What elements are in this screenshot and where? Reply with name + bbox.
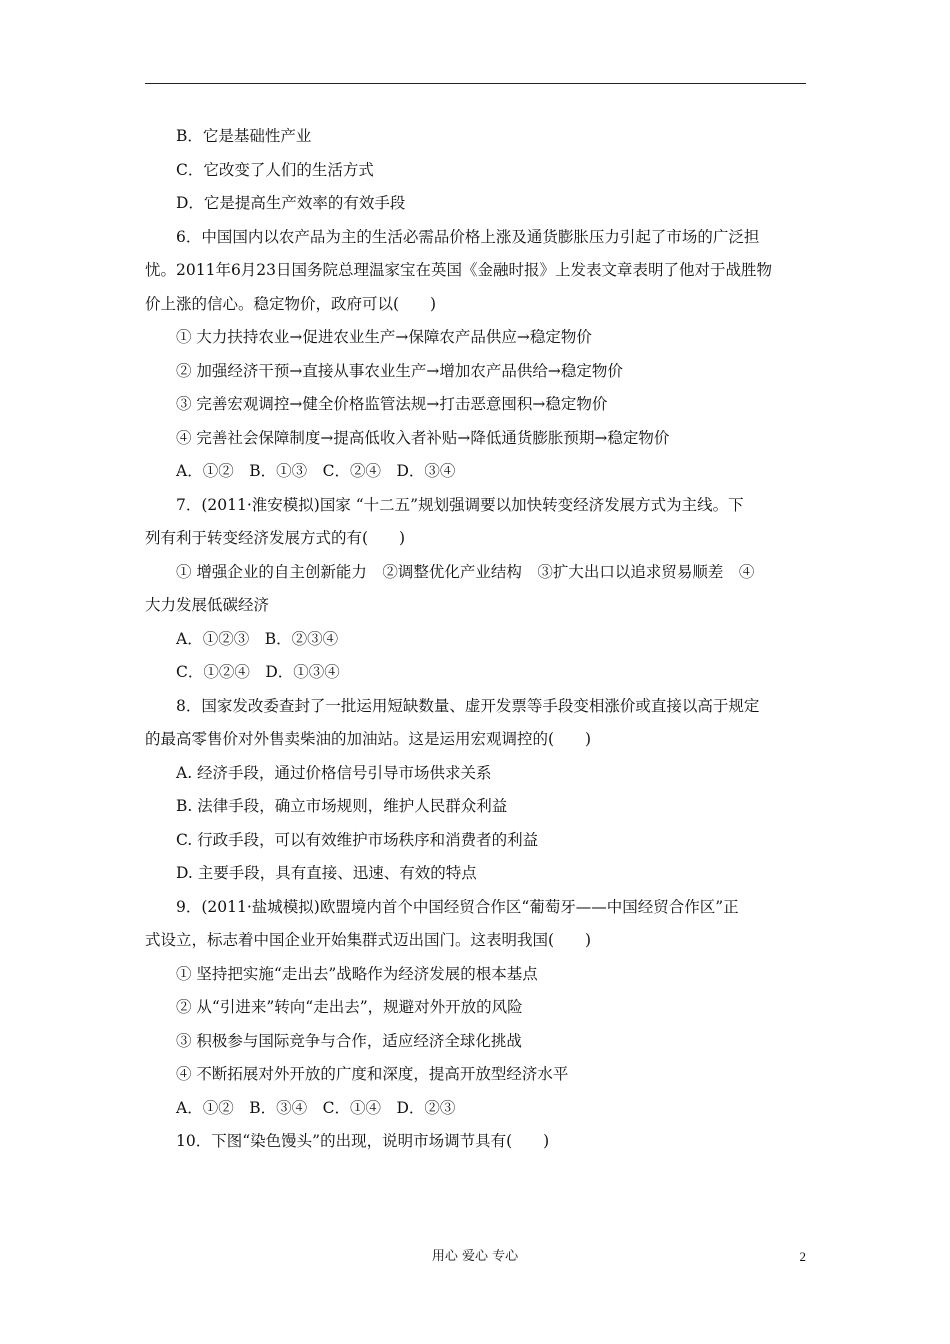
question-9-stem: 9．(2011·盐城模拟)欧盟境内首个中国经贸合作区“葡萄牙——中国经贸合作区”正 xyxy=(176,897,739,916)
answer-options: C．①②④ D．①③④ xyxy=(176,663,340,681)
option-line: C．它改变了人们的生活方式 xyxy=(176,160,374,179)
question-6-stem-continued: 忧。2011年6月23日国务院总理温家宝在英国《金融时报》上发表文章表明了他对于战胜物 xyxy=(145,261,773,279)
question-9-stem-continued: 式设立，标志着中国企业开始集群式迈出国门。这表明我国( ) xyxy=(145,931,592,949)
header-rule xyxy=(145,83,806,84)
statement-line: ④ 不断拓展对外开放的广度和深度，提高开放型经济水平 xyxy=(176,1065,569,1083)
option-line: A. 经济手段，通过价格信号引导市场供求关系 xyxy=(176,763,492,782)
option-line: B．它是基础性产业 xyxy=(176,127,312,145)
option-line: C. 行政手段，可以有效维护市场秩序和消费者的利益 xyxy=(176,830,539,849)
option-line: B. 法律手段，确立市场规则，维护人民群众利益 xyxy=(176,797,508,815)
statement-line: ② 从“引进来”转向“走出去”，规避对外开放的风险 xyxy=(176,998,523,1016)
answer-options: A．①② B．③④ C．①④ D．②③ xyxy=(176,1098,456,1117)
statement-line-continued: 大力发展低碳经济 xyxy=(145,596,270,614)
answer-options: A．①② B．①③ C．②④ D．③④ xyxy=(176,462,456,480)
question-10-stem: 10．下图“染色馒头”的出现，说明市场调节具有( ) xyxy=(176,1132,550,1150)
question-7-stem: 7．(2011·淮安模拟)国家 “十二五”规划强调要以加快转变经济发展方式为主线。下 xyxy=(176,495,744,514)
answer-options: A．①②③ B．②③④ xyxy=(176,629,339,648)
statement-line: ④ 完善社会保障制度→提高低收入者补贴→降低通货膨胀预期→稳定物价 xyxy=(176,428,670,447)
statement-line: ① 坚持把实施“走出去”战略作为经济发展的根本基点 xyxy=(176,964,538,983)
statement-line: ① 增强企业的自主创新能力 ②调整优化产业结构 ③扩大出口以追求贸易顺差 ④ xyxy=(176,562,755,581)
question-7-stem-continued: 列有利于转变经济发展方式的有( ) xyxy=(145,529,406,547)
question-6-stem: 6．中国国内以农产品为主的生活必需品价格上涨及通货膨胀压力引起了市场的广泛担 xyxy=(176,227,760,246)
document-body xyxy=(145,120,806,1159)
option-line: D. 主要手段，具有直接、迅速、有效的特点 xyxy=(176,864,477,882)
page-number: 2 xyxy=(799,1249,806,1264)
statement-line: ③ 积极参与国际竞争与合作，适应经济全球化挑战 xyxy=(176,1031,522,1050)
question-8-stem-continued: 的最高零售价对外售卖柴油的加油站。这是运用宏观调控的( ) xyxy=(145,730,592,748)
statement-line: ② 加强经济干预→直接从事农业生产→增加农产品供给→稳定物价 xyxy=(176,361,623,380)
question-6-stem-continued: 价上涨的信心。稳定物价，政府可以( ) xyxy=(145,294,437,313)
statement-line: ③ 完善宏观调控→健全价格监管法规→打击恶意囤积→稳定物价 xyxy=(176,395,608,413)
statement-line: ① 大力扶持农业→促进农业生产→保障农产品供应→稳定物价 xyxy=(176,328,592,346)
option-line: D．它是提高生产效率的有效手段 xyxy=(176,194,406,212)
question-8-stem: 8．国家发改委查封了一批运用短缺数量、虚开发票等手段变相涨价或直接以高于规定 xyxy=(176,696,760,715)
footer-text: 用心 爱心 专心 xyxy=(431,1249,519,1264)
